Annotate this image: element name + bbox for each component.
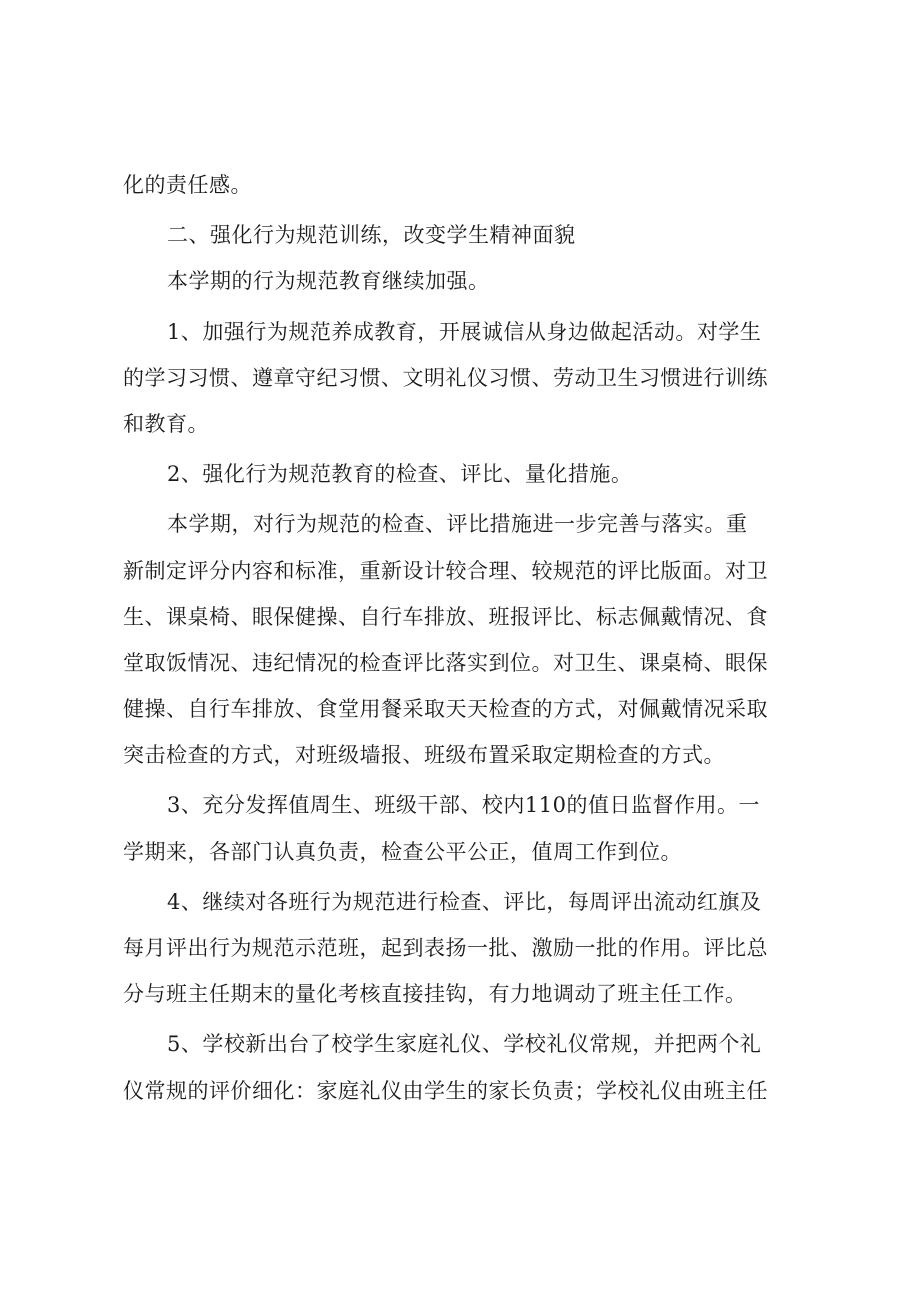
paragraph-line: 分与班主任期末的量化考核直接挂钩，有力地调动了班主任工作。	[123, 982, 747, 1007]
paragraph-line: 5、学校新出台了校学生家庭礼仪、学校礼仪常规，并把两个礼	[167, 1032, 762, 1057]
paragraph-line: 的学习习惯、遵章守纪习惯、文明礼仪习惯、劳动卫生习惯进行训练	[123, 365, 768, 390]
document-body	[123, 162, 823, 1114]
paragraph-line: 3、充分发挥值周生、班级干部、校内110的值日监督作用。一	[167, 793, 760, 818]
paragraph-line: 新制定评分内容和标准，重新设计较合理、较规范的评比版面。对卫	[123, 558, 768, 583]
paragraph-line: 本学期，对行为规范的检查、评比措施进一步完善与落实。重	[167, 512, 748, 537]
text-line: 化的责任感。	[123, 173, 252, 197]
paragraph-line: 和教育。	[123, 411, 209, 436]
paragraph-line: 堂取饭情况、违纪情况的检查评比落实到位。对卫生、课桌椅、眼保	[123, 650, 768, 675]
paragraph-line: 生、课桌椅、眼保健操、自行车排放、班报评比、标志佩戴情况、食	[123, 604, 768, 629]
paragraph-line: 4、继续对各班行为规范进行检查、评比，每周评出流动红旗及	[167, 889, 762, 914]
paragraph-line: 仪常规的评价细化：家庭礼仪由学生的家长负责；学校礼仪由班主任	[123, 1078, 768, 1103]
paragraph-line: 每月评出行为规范示范班，起到表扬一批、激励一批的作用。评比总	[123, 936, 768, 960]
paragraph-line: 突击检查的方式，对班级墙报、班级布置采取定期检查的方式。	[123, 743, 725, 768]
paragraph-line: 2、强化行为规范教育的检查、评比、量化措施。	[167, 462, 633, 487]
paragraph-line: 本学期的行为规范教育继续加强。	[167, 269, 490, 294]
paragraph-line: 健操、自行车排放、食堂用餐采取天天检查的方式，对佩戴情况采取	[123, 697, 768, 722]
paragraph-line: 学期来，各部门认真负责，检查公平公正，值周工作到位。	[123, 839, 682, 864]
paragraph-line: 1、加强行为规范养成教育，开展诚信从身边做起活动。对学生	[167, 319, 762, 344]
section-heading: 二、强化行为规范训练，改变学生精神面貌	[167, 223, 576, 248]
